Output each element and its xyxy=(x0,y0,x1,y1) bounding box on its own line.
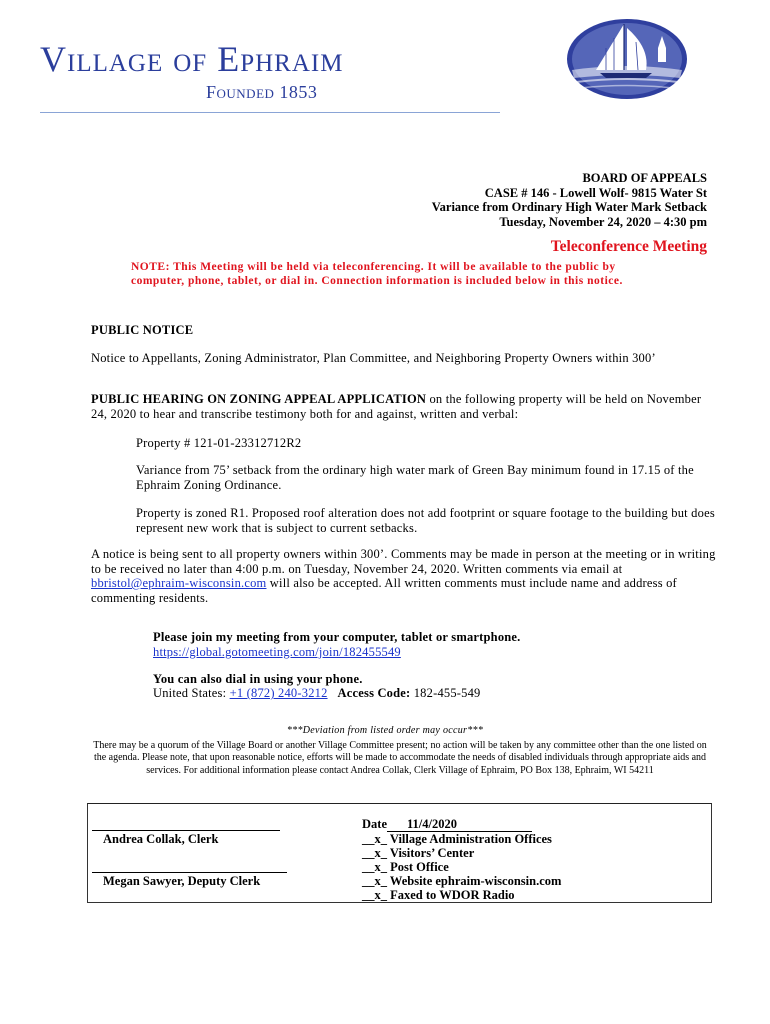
posting-record xyxy=(362,817,561,902)
comments-text-a: A notice is being sent to all property owners within 300’. Comments may be made in person at the meeting or in writing to be received no later than 4:00 p.m. on Tuesday, November 24, 2020. Written comments via email at xyxy=(91,547,716,576)
village-title: Village of Ephraim xyxy=(40,39,344,79)
deputy-clerk-name: Megan Sawyer, Deputy Clerk xyxy=(103,874,261,888)
addressees-paragraph: Notice to Appellants, Zoning Administrator, Plan Committee, and Neighboring Property Owners within 300’ xyxy=(91,351,656,365)
clerk-name: Andrea Collak, Clerk xyxy=(103,832,219,846)
zoning-paragraph: Property is zoned R1. Proposed roof alteration does not add footprint or square footage to the building but does represent new work that is subject to current setbacks. xyxy=(136,506,715,535)
signature-line-deputy xyxy=(92,872,287,873)
board-name: BOARD OF APPEALS xyxy=(582,171,707,185)
phone-link[interactable]: +1 (872) 240-3212 xyxy=(229,686,328,700)
join-instructions: Please join my meeting from your computer, tablet or smartphone. xyxy=(153,630,521,644)
dial-in-row xyxy=(153,686,481,701)
posting-location: __x_ Post Office xyxy=(362,860,449,874)
sailboat-logo-icon xyxy=(566,18,688,100)
hearing-paragraph xyxy=(91,392,716,421)
meeting-datetime: Tuesday, November 24, 2020 – 4:30 pm xyxy=(499,214,707,229)
title-rule xyxy=(40,112,500,113)
founded-subtitle: Founded 1853 xyxy=(206,82,318,102)
case-subject: Variance from Ordinary High Water Mark Setback xyxy=(431,200,707,214)
meeting-link[interactable]: https://global.gotomeeting.com/join/182455549 xyxy=(153,645,401,659)
teleconference-title: Teleconference Meeting xyxy=(550,238,707,255)
property-number: Property # 121-01-23312712R2 xyxy=(136,436,302,450)
case-number: CASE # 146 - Lowell Wolf- 9815 Water St xyxy=(484,185,707,200)
posting-location: __x_ Village Administration Offices xyxy=(362,832,552,846)
posting-location: __x_ Faxed to WDOR Radio xyxy=(362,888,515,902)
posting-date-value: 11/4/2020 xyxy=(387,817,532,832)
posting-date-label: Date xyxy=(362,817,387,831)
comments-paragraph xyxy=(91,547,716,605)
hearing-text: on the following property will be held on November 24, 2020 to hear and transcribe testimony both for and against, written and verbal: xyxy=(91,392,702,421)
posting-date-row xyxy=(362,817,561,832)
quorum-disclaimer: There may be a quorum of the Village Board or another Village Committee present; no action will be taken by any committee other than the one listed on the agenda. Please note, that upon reasonable notice, efforts will be made to accommodate the needs of disabled individuals through appropriate aids and services. For additional information please contact Andrea Collak, Clerk Village of Ephraim, PO Box 138, Ephraim, WI 54211 xyxy=(93,740,707,776)
access-code-label: Access Code: xyxy=(337,686,411,700)
meeting-header xyxy=(432,171,707,229)
comments-text-b: will also be accepted. All written comments must include name and address of commenting residents. xyxy=(91,576,677,605)
teleconference-note: NOTE: This Meeting will be held via teleconferencing. It will be available to the public by computer, phone, tablet, or dial in. Connection information is included below in this notice. xyxy=(131,261,623,287)
deviation-note: ***Deviation from listed order may occur*** xyxy=(286,725,484,736)
hearing-heading: PUBLIC HEARING ON ZONING APPEAL APPLICATION xyxy=(91,392,427,406)
posting-location: __x_ Visitors’ Center xyxy=(362,846,475,860)
public-notice-title: PUBLIC NOTICE xyxy=(91,323,194,337)
join-meeting-row xyxy=(153,645,401,660)
email-link[interactable]: bbristol@ephraim-wisconsin.com xyxy=(91,576,267,590)
signature-line-clerk xyxy=(92,830,280,831)
access-code-value: 182-455-549 xyxy=(410,686,481,700)
variance-paragraph: Variance from 75’ setback from the ordinary high water mark of Green Bay minimum found in 17.15 of the Ephraim Zoning Ordinance. xyxy=(136,463,694,492)
country-label: United States: xyxy=(153,686,230,700)
posting-location: __x_ Website ephraim-wisconsin.com xyxy=(362,874,562,888)
dial-in-instructions: You can also dial in using your phone. xyxy=(153,672,363,686)
